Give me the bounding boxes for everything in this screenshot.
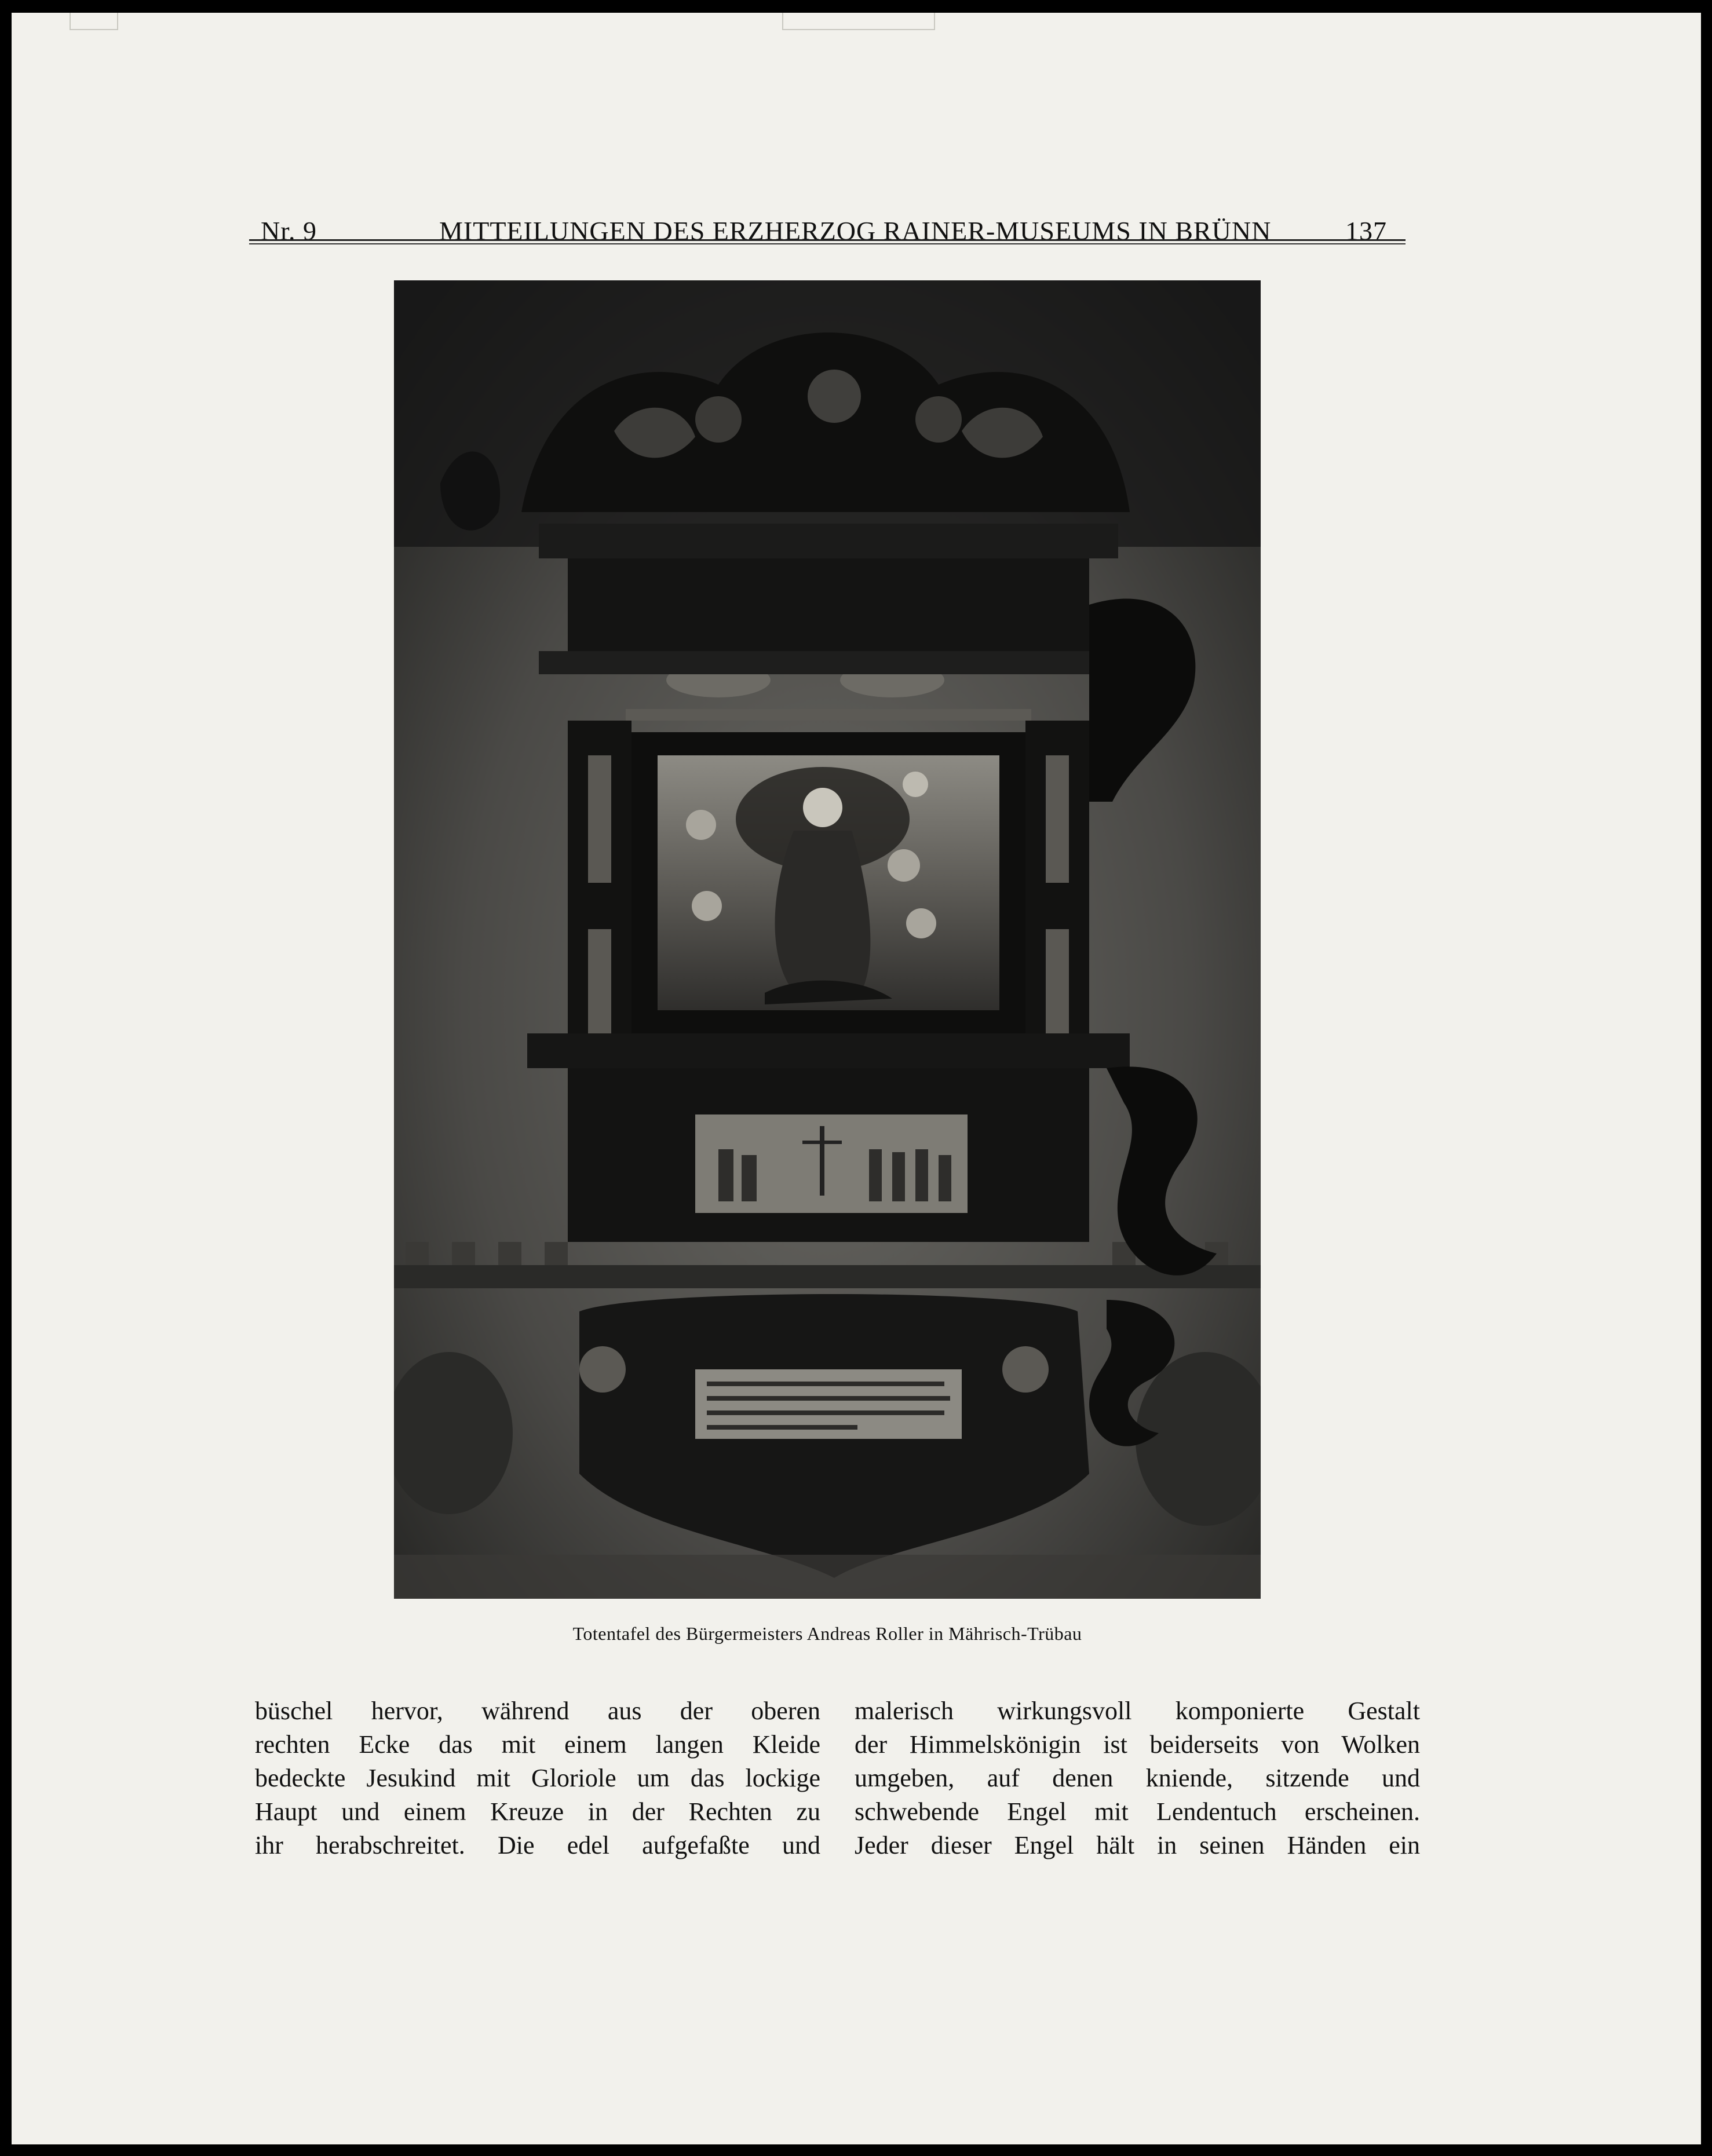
body-column-right	[855, 1694, 1420, 1862]
text-line: Jeder dieser Engel hält in seinen Händen ein	[855, 1831, 1420, 1859]
running-header	[248, 215, 1400, 251]
text-line: schwebende Engel mit Lendentuch erscheinen.	[855, 1797, 1420, 1826]
memorial-tablet-illustration	[394, 280, 1261, 1599]
registration-mark	[70, 13, 118, 30]
text-line: bedeckte Jesukind mit Gloriole um das lockige	[255, 1764, 820, 1792]
text-line: büschel hervor, während aus der oberen	[255, 1697, 820, 1725]
registration-mark	[782, 13, 935, 30]
issue-number: Nr. 9	[261, 216, 317, 246]
page-number: 137	[1345, 216, 1387, 246]
text-line: umgeben, auf denen kniende, sitzende und	[855, 1764, 1420, 1792]
journal-title: MITTEILUNGEN DES ERZHERZOG RAINER-MUSEUMS IN BRÜNN	[439, 216, 1272, 246]
header-rule-thin	[249, 243, 1406, 244]
text-line: ihr herabschreitet. Die edel aufgefaßte und	[255, 1831, 820, 1859]
text-line: malerisch wirkungsvoll komponierte Gestalt	[855, 1697, 1420, 1725]
body-column-left	[255, 1694, 820, 1862]
header-rule	[249, 239, 1406, 241]
photo-plate-memorial-tablet	[394, 280, 1261, 1599]
figure-caption: Totentafel des Bürgermeisters Andreas Roller in Mährisch-Trübau	[572, 1623, 1082, 1644]
text-line: der Himmelskönigin ist beiderseits von Wolken	[855, 1730, 1420, 1759]
text-line: Haupt und einem Kreuze in der Rechten zu	[255, 1797, 820, 1826]
text-line: rechten Ecke das mit einem langen Kleide	[255, 1730, 820, 1759]
